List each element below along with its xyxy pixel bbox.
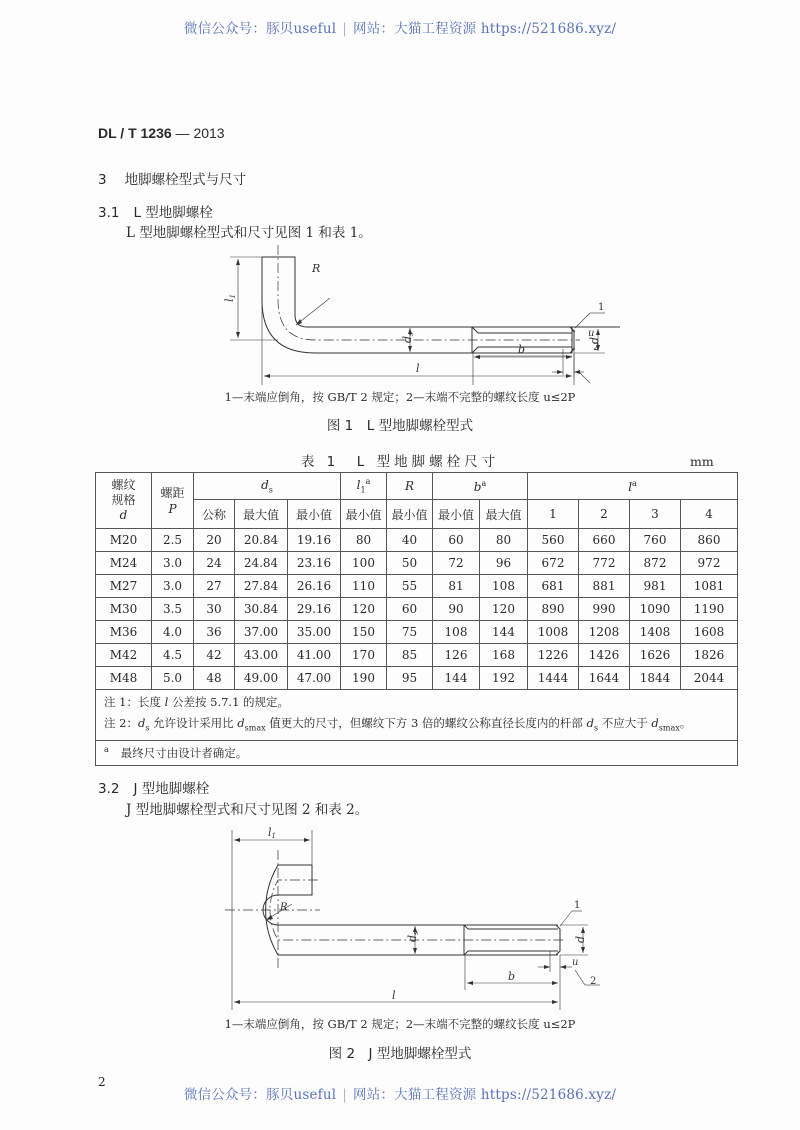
fig2-l1-label: l1 xyxy=(268,826,276,840)
table-1-notes xyxy=(96,690,738,741)
fig1-d-label: d xyxy=(588,336,601,344)
subheader-l1-min: 最小值 xyxy=(341,500,387,529)
watermark-separator: | xyxy=(342,21,348,37)
fig1-callout-1: 1 xyxy=(598,302,605,313)
watermark-site: 网站：大猫工程资源 https://521686.xyz/ xyxy=(353,1087,617,1103)
table-row: M24 3.0 24 24.84 23.16 100 50 72 96 672 772 872 972 xyxy=(96,552,738,575)
fig1-ds-label: ds xyxy=(401,332,415,343)
watermark-separator: | xyxy=(342,1087,348,1103)
fig2-R-label: R xyxy=(280,902,288,913)
header-b: $b^a$ xyxy=(433,473,528,500)
header-l: $l^a$ xyxy=(528,473,738,500)
header-ds: $d_s$ xyxy=(194,473,341,500)
header-thread-spec: 螺纹 规格 d xyxy=(96,473,152,529)
subheader-nominal: 公称 xyxy=(194,500,235,529)
section-3-1-heading: 3.1 L 型地脚螺栓 xyxy=(98,205,213,221)
subheader-l-1: 1 xyxy=(528,500,579,529)
figure-1-title: 图 1 L 型地脚螺栓型式 xyxy=(326,418,474,434)
fig1-l1-label: l1 xyxy=(223,294,237,302)
watermark-site: 网站：大猫工程资源 https://521686.xyz/ xyxy=(353,21,617,37)
fig2-l-label: l xyxy=(392,989,396,1002)
section-3-heading: 3 地脚螺栓型式与尺寸 xyxy=(98,172,247,188)
subheader-l-4: 4 xyxy=(681,500,738,529)
page-number: 2 xyxy=(98,1075,106,1089)
fig2-callout-2: 2 xyxy=(590,976,597,987)
watermark-wechat: 微信公众号：豚贝useful xyxy=(183,21,337,37)
fig2-u-label: u xyxy=(572,957,579,968)
subheader-l-3: 3 xyxy=(630,500,681,529)
header-R: R xyxy=(387,473,433,500)
table-row: M42 4.5 42 43.00 41.00 170 85 126 168 1226 1426 1626 1826 xyxy=(96,644,738,667)
table-row: M30 3.5 30 30.84 29.16 120 60 90 120 890 990 1090 1190 xyxy=(96,598,738,621)
subheader-b-max: 最大值 xyxy=(480,500,528,529)
fig2-d-label: d xyxy=(574,935,587,943)
table-1-title: 表 1 L 型地脚螺栓尺寸 xyxy=(300,454,500,470)
figure-1-note: 1—末端应倒角，按 GB/T 2 规定；2—末端不完整的螺纹长度 u≤2P xyxy=(224,390,576,404)
table-row: M48 5.0 48 49.00 47.00 190 95 144 192 1444 1644 1844 2044 xyxy=(96,667,738,690)
subheader-min: 最小值 xyxy=(288,500,341,529)
subheader-R-min: 最小值 xyxy=(387,500,433,529)
table-1 xyxy=(95,472,738,766)
table-row: M36 4.0 36 37.00 35.00 150 75 108 144 1008 1208 1408 1608 xyxy=(96,621,738,644)
subheader-max: 最大值 xyxy=(235,500,288,529)
fig1-u-dim-label: u xyxy=(588,330,595,339)
figure-2-drawing xyxy=(170,820,610,1020)
subheader-l-2: 2 xyxy=(579,500,630,529)
figure-2-title: 图 2 J 型地脚螺栓型式 xyxy=(328,1046,472,1062)
fig1-b-label: b xyxy=(518,343,526,356)
figure-1-dimensions xyxy=(220,330,620,380)
figure-2-note: 1—末端应倒角，按 GB/T 2 规定；2—末端不完整的螺纹长度 u≤2P xyxy=(224,1017,576,1031)
fig2-b-label: b xyxy=(508,970,516,983)
watermark-bottom xyxy=(0,1083,800,1103)
watermark-wechat: 微信公众号：豚贝useful xyxy=(183,1087,337,1103)
section-3-2-heading: 3.2 J 型地脚螺栓 xyxy=(98,781,210,797)
section-3-2-body: J 型地脚螺栓型式和尺寸见图 2 和表 2。 xyxy=(126,802,369,818)
header-l1: $l_1^a$ xyxy=(341,473,387,500)
table-row: M20 2.5 20 20.84 19.16 80 40 60 80 560 660 760 860 xyxy=(96,529,738,552)
table-1-note-1: 注 1：长度 l 公差按 5.7.1 的规定。 xyxy=(104,695,290,709)
table-1-unit: mm xyxy=(690,454,714,469)
table-row: M27 3.0 27 27.84 26.16 110 55 81 108 681 881 981 1081 xyxy=(96,575,738,598)
standard-code: DL / T 1236 — 2013 xyxy=(98,125,225,141)
fig2-callout-1: 1 xyxy=(574,900,581,911)
section-3-1-body: L 型地脚螺栓型式和尺寸见图 1 和表 1。 xyxy=(126,225,372,241)
subheader-b-min: 最小值 xyxy=(433,500,480,529)
watermark-top xyxy=(0,17,800,37)
table-1-footnote: $^a$ 最终尺寸由设计者确定。 xyxy=(96,741,738,766)
fig2-ds-label: ds xyxy=(406,931,420,942)
fig1-callout-2: 2 xyxy=(593,342,600,353)
header-pitch: 螺距 P xyxy=(152,473,194,529)
table-1-note-2: 注 2：$d_s$ 允许设计采用比 $d_{smax}$ 值更大的尺寸，但螺纹下方 3 倍的螺纹公称直径长度内的杆部 $d_s$ 不应大于 $d_{smax}$。 xyxy=(104,716,692,733)
fig1-l-label: l xyxy=(416,362,420,375)
fig1-R-label: R xyxy=(312,262,321,275)
